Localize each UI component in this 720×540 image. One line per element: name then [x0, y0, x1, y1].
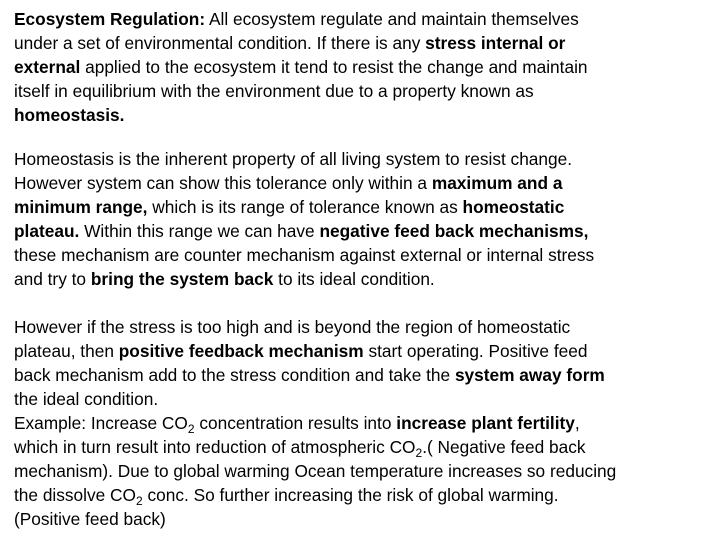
text-line	[14, 459, 616, 483]
bold-text: plateau.	[14, 221, 80, 241]
text-run: which is its range of tolerance known as	[147, 197, 463, 217]
bold-text: negative feed back mechanisms,	[319, 221, 589, 241]
text-run: the ideal condition.	[14, 389, 159, 409]
text-run: plateau, then	[14, 341, 119, 361]
text-line	[14, 411, 616, 435]
text-line	[14, 435, 616, 459]
text-line	[14, 103, 588, 127]
text-run: to its ideal condition.	[273, 269, 435, 289]
bold-text: homeostatic	[462, 197, 565, 217]
text-run: However if the stress is too high and is beyond the region of homeostatic	[14, 317, 571, 337]
text-line	[14, 243, 594, 267]
bold-text: stress internal or	[425, 33, 566, 53]
text-line	[14, 483, 616, 507]
text-run: All ecosystem regulate and maintain themselves	[205, 9, 579, 29]
text-line	[14, 507, 616, 531]
text-run: Example: Increase CO	[14, 413, 188, 433]
subscript-text: 2	[135, 494, 143, 508]
text-run: start operating. Positive feed	[363, 341, 588, 361]
text-run: .( Negative feed back	[422, 437, 586, 457]
paragraph-ecosystem-regulation	[14, 7, 588, 127]
text-line	[14, 267, 594, 291]
bold-text: minimum range,	[14, 197, 148, 217]
text-line	[14, 147, 594, 171]
paragraph-homeostasis	[14, 147, 594, 291]
text-run: concentration results into	[194, 413, 397, 433]
text-run: Within this range we can have	[79, 221, 320, 241]
text-run: which in turn result into reduction of atmospheric CO	[14, 437, 416, 457]
text-line	[14, 171, 594, 195]
subscript-text: 2	[415, 446, 423, 460]
text-run: ,	[574, 413, 580, 433]
text-line	[14, 315, 616, 339]
bold-text: maximum and a	[431, 173, 563, 193]
text-line	[14, 79, 588, 103]
text-run: and try to	[14, 269, 91, 289]
text-line	[14, 387, 616, 411]
paragraph-positive-feedback	[14, 315, 616, 531]
text-run: Homeostasis is the inherent property of all living system to resist change.	[14, 149, 573, 169]
bold-text: external	[14, 57, 81, 77]
text-run: these mechanism are counter mechanism against external or internal stress	[14, 245, 595, 265]
text-line	[14, 55, 588, 79]
bold-text: bring the system back	[90, 269, 274, 289]
bold-text: Ecosystem Regulation:	[14, 9, 206, 29]
bold-text: increase plant fertility	[396, 413, 575, 433]
text-run: back mechanism add to the stress condition and take the	[14, 365, 455, 385]
text-run: under a set of environmental condition. If there is any	[14, 33, 426, 53]
text-line	[14, 339, 616, 363]
bold-text: system away form	[454, 365, 605, 385]
text-run: itself in equilibrium with the environment due to a property known as	[14, 81, 534, 101]
subscript-text: 2	[187, 422, 195, 436]
text-line	[14, 7, 588, 31]
text-line	[14, 195, 594, 219]
text-run: conc. So further increasing the risk of global warming.	[142, 485, 559, 505]
text-run: However system can show this tolerance only within a	[14, 173, 432, 193]
text-run: (Positive feed back)	[14, 509, 166, 529]
text-run: the dissolve CO	[14, 485, 136, 505]
text-run: mechanism). Due to global warming Ocean temperature increases so reducing	[14, 461, 617, 481]
text-line	[14, 31, 588, 55]
bold-text: homeostasis.	[14, 105, 125, 125]
text-line	[14, 219, 594, 243]
bold-text: positive feedback mechanism	[118, 341, 364, 361]
text-run: applied to the ecosystem it tend to resist the change and maintain	[80, 57, 588, 77]
text-line	[14, 363, 616, 387]
